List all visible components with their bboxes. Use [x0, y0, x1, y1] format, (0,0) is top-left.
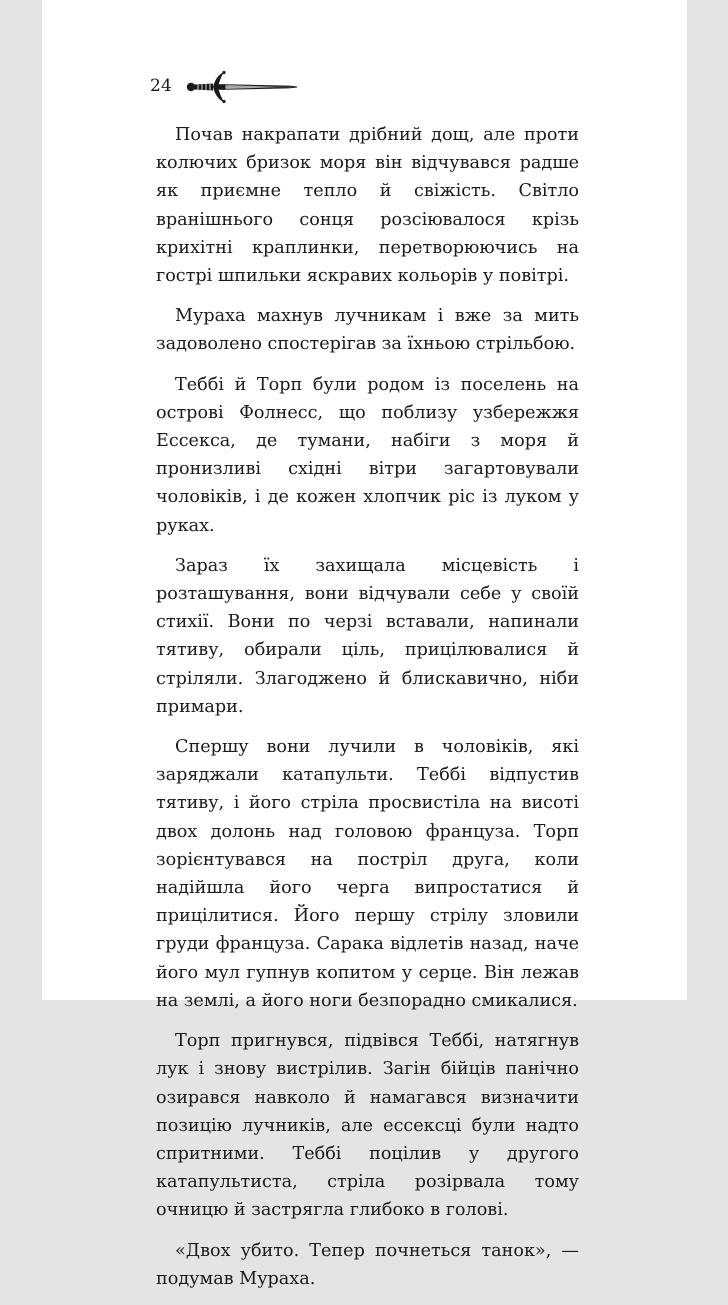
paragraph: «Двох убито. Тепер почнеться танок», — подумав Мураха.	[156, 1240, 579, 1289]
page-body	[156, 121, 579, 1305]
paragraph: Мураха махнув лучникам і вже за мить задоволено спостерігав за їхньою стрільбою.	[156, 306, 579, 355]
paragraph: Почав накрапати дрібний дощ, але проти колючих бризок моря він відчувався радше як приємне тепло й свіжість. Світло вранішнього сонця розсіювалося крізь крихітні краплинки, перетворюючись на гострі шпильки яскравих кольорів у повітрі.	[156, 125, 579, 287]
page-number: 24	[150, 76, 173, 96]
paragraph: Торп пригнувся, підвівся Теббі, натягнув лук і знову вистрілив. Загін бійців панічно озирався навколо й намагався визначити позицію лучників, але ессексці були надто спритними. Теббі поцілив у другого катапультиста, стріла розірвала тому очницю й застрягла глибоко в голові.	[156, 1031, 579, 1221]
paragraph: Спершу вони лучили в чоловіків, які заряджали катапульти. Теббі відпустив тятиву, і його стріла просвистіла на висоті двох долонь над головою француза. Торп зорієнтувався на постріл друга, коли надійшла його черга випростатися й прицілитися. Його першу стрілу зловили груди француза. Сарака відлетів назад, наче його мул гупнув копитом у серце. Він лежав на землі, а його ноги безпорадно смикалися.	[156, 737, 579, 1011]
page-header	[150, 66, 298, 106]
paragraph: Теббі й Торп були родом із поселень на острові Фолнесс, що поблизу узбережжя Ессекса, де тумани, набіги з моря й пронизливі східні вітри загартовували чоловіків, і де кожен хлопчик ріс із луком у руках.	[156, 374, 579, 536]
paragraph: Зараз їх захищала місцевість і розташування, вони відчували себе у своїй стихії. Вони по черзі вставали, напинали тятиву, обирали ціль, прицілювалися й стріляли. Злагоджено й блискавично, ніби примари.	[156, 555, 579, 717]
dagger-icon	[186, 70, 298, 104]
